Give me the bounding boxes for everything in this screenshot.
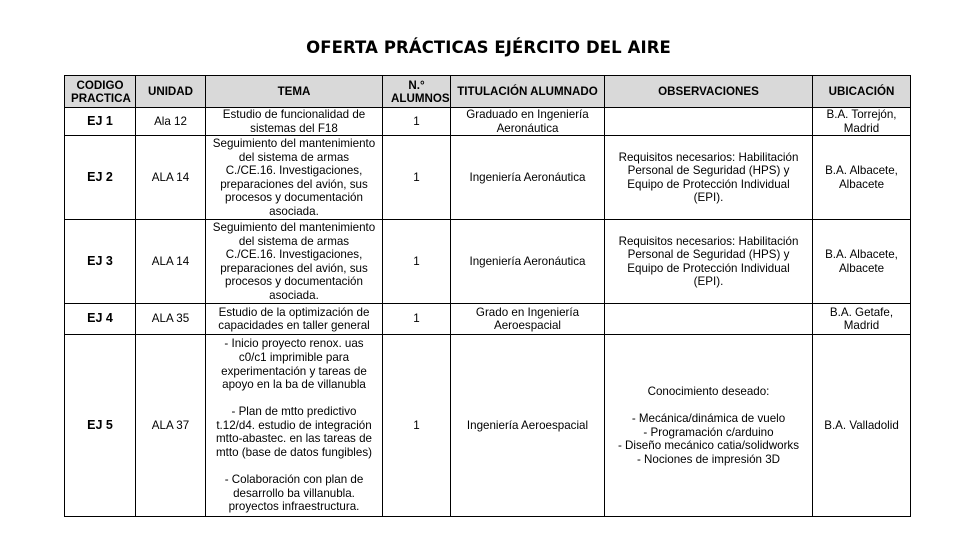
cell-line: Estudio de la optimización de	[218, 305, 370, 319]
cell-topic	[206, 108, 383, 136]
cell-line: Aeronáutica	[496, 121, 559, 135]
cell-line: - Programación c/arduino	[643, 425, 774, 439]
document-title: OFERTA PRÁCTICAS EJÉRCITO DEL AIRE	[306, 38, 671, 57]
cell-line	[208, 392, 380, 406]
cell-line: Personal de Seguridad (HPS) y	[627, 164, 790, 178]
cell-line: mtto-abastec. en las tareas de	[216, 432, 372, 446]
cell-line: Requisitos necesarios: Habilitación	[618, 234, 799, 248]
cell-line: proyectos infraestructura.	[228, 500, 360, 514]
header-unit: UNIDAD	[136, 76, 206, 108]
cell-line: Ingeniería Aeroespacial	[466, 418, 589, 432]
cell-code: EJ 4	[65, 304, 136, 335]
cell-line: apoyo en la ba de villanubla	[222, 378, 366, 392]
cell-line: Requisitos necesarios: Habilitación	[618, 150, 799, 164]
cell-degree	[451, 335, 605, 517]
cell-line: Estudio de funcionalidad de	[222, 108, 366, 121]
cell-unit: ALA 14	[136, 220, 206, 304]
header-observations: OBSERVACIONES	[605, 76, 813, 108]
header-code: CODIGO PRACTICA	[65, 76, 136, 108]
cell-line: experimentación y tareas de	[221, 364, 367, 378]
cell-degree	[451, 108, 605, 136]
cell-unit: Ala 12	[136, 108, 206, 136]
cell-location	[813, 304, 911, 335]
header-row	[65, 76, 911, 108]
cell-topic	[206, 335, 383, 517]
cell-code: EJ 2	[65, 136, 136, 220]
cell-line: B.A. Valladolid	[824, 418, 899, 432]
cell-degree	[451, 220, 605, 304]
header-students: N.° ALUMNOS	[383, 76, 451, 108]
cell-line: del sistema de armas	[238, 234, 350, 248]
cell-line: B.A. Albacete,	[825, 164, 898, 178]
cell-line	[607, 399, 810, 413]
table-row	[65, 220, 911, 304]
cell-location	[813, 136, 911, 220]
cell-line: Ingeniería Aeronáutica	[469, 170, 586, 184]
cell-students: 1	[383, 304, 451, 335]
cell-line: - Plan de mtto predictivo	[231, 405, 357, 419]
cell-students: 1	[383, 108, 451, 136]
cell-line: preparaciones del avión, sus	[220, 177, 368, 191]
cell-unit: ALA 14	[136, 136, 206, 220]
cell-topic	[206, 304, 383, 335]
cell-line: Albacete	[838, 177, 885, 191]
cell-line: - Nociones de impresión 3D	[636, 452, 781, 466]
cell-observations	[605, 220, 813, 304]
cell-observations	[605, 136, 813, 220]
cell-line: C./CE.16. Investigaciones,	[225, 164, 363, 178]
cell-degree	[451, 136, 605, 220]
header-degree: TITULACIÓN ALUMNADO	[451, 76, 605, 108]
cell-line: (EPI).	[693, 275, 724, 289]
cell-line: c0/c1 imprimible para	[238, 350, 350, 364]
cell-line: Grado en Ingeniería	[475, 305, 580, 319]
cell-students: 1	[383, 335, 451, 517]
cell-students: 1	[383, 136, 451, 220]
cell-unit: ALA 37	[136, 335, 206, 517]
cell-unit: ALA 35	[136, 304, 206, 335]
cell-line: Seguimiento del mantenimiento	[212, 220, 376, 234]
cell-line: Albacete	[838, 261, 885, 275]
cell-line: C./CE.16. Investigaciones,	[225, 248, 363, 262]
table-row	[65, 108, 911, 136]
cell-location	[813, 220, 911, 304]
cell-location	[813, 108, 911, 136]
cell-line: Madrid	[843, 121, 880, 135]
cell-line: Graduado en Ingeniería	[466, 108, 589, 121]
cell-line: Conocimiento deseado:	[647, 384, 770, 398]
cell-line: Aeroespacial	[493, 319, 562, 333]
cell-line: procesos y documentación	[225, 275, 363, 289]
cell-line: - Mecánica/dinámica de vuelo	[631, 412, 786, 426]
cell-line: desarrollo ba villanubla.	[233, 486, 355, 500]
cell-line: (EPI).	[693, 191, 724, 205]
cell-line: B.A. Albacete,	[825, 248, 898, 262]
cell-code: EJ 5	[65, 335, 136, 517]
cell-line: - Diseño mecánico catia/solidworks	[617, 439, 800, 453]
header-location: UBICACIÓN	[813, 76, 911, 108]
cell-line: Madrid	[843, 319, 880, 333]
cell-line: sistemas del F18	[250, 121, 338, 135]
cell-degree	[451, 304, 605, 335]
cell-line: preparaciones del avión, sus	[220, 261, 368, 275]
cell-line: procesos y documentación	[225, 191, 363, 205]
cell-line: B.A. Getafe,	[829, 305, 894, 319]
cell-line: asociada.	[269, 288, 319, 302]
cell-line: B.A. Torrejón,	[826, 108, 897, 121]
cell-line: Personal de Seguridad (HPS) y	[627, 248, 790, 262]
cell-line: Equipo de Protección Individual	[627, 177, 790, 191]
cell-line: t.12/d4. estudio de integración	[216, 418, 372, 432]
cell-location	[813, 335, 911, 517]
cell-line: del sistema de armas	[238, 150, 350, 164]
cell-topic	[206, 220, 383, 304]
cell-observations	[605, 108, 813, 136]
cell-line: Ingeniería Aeronáutica	[469, 254, 586, 268]
cell-line: - Inicio proyecto renox. uas	[224, 337, 364, 351]
table-row	[65, 304, 911, 335]
cell-students: 1	[383, 220, 451, 304]
header-topic: TEMA	[206, 76, 383, 108]
cell-line: mtto (base de datos fungibles)	[216, 446, 372, 460]
cell-observations	[605, 304, 813, 335]
table-row	[65, 335, 911, 517]
table-row	[65, 136, 911, 220]
cell-line: - Colaboración con plan de	[224, 473, 364, 487]
cell-line: capacidades en taller general	[218, 319, 370, 333]
cell-code: EJ 3	[65, 220, 136, 304]
cell-line: Seguimiento del mantenimiento	[212, 136, 376, 150]
cell-observations	[605, 335, 813, 517]
cell-code: EJ 1	[65, 108, 136, 136]
cell-topic	[206, 136, 383, 220]
practices-table	[64, 75, 911, 517]
cell-line: Equipo de Protección Individual	[627, 261, 790, 275]
cell-line	[208, 460, 380, 474]
cell-line: asociada.	[269, 204, 319, 218]
